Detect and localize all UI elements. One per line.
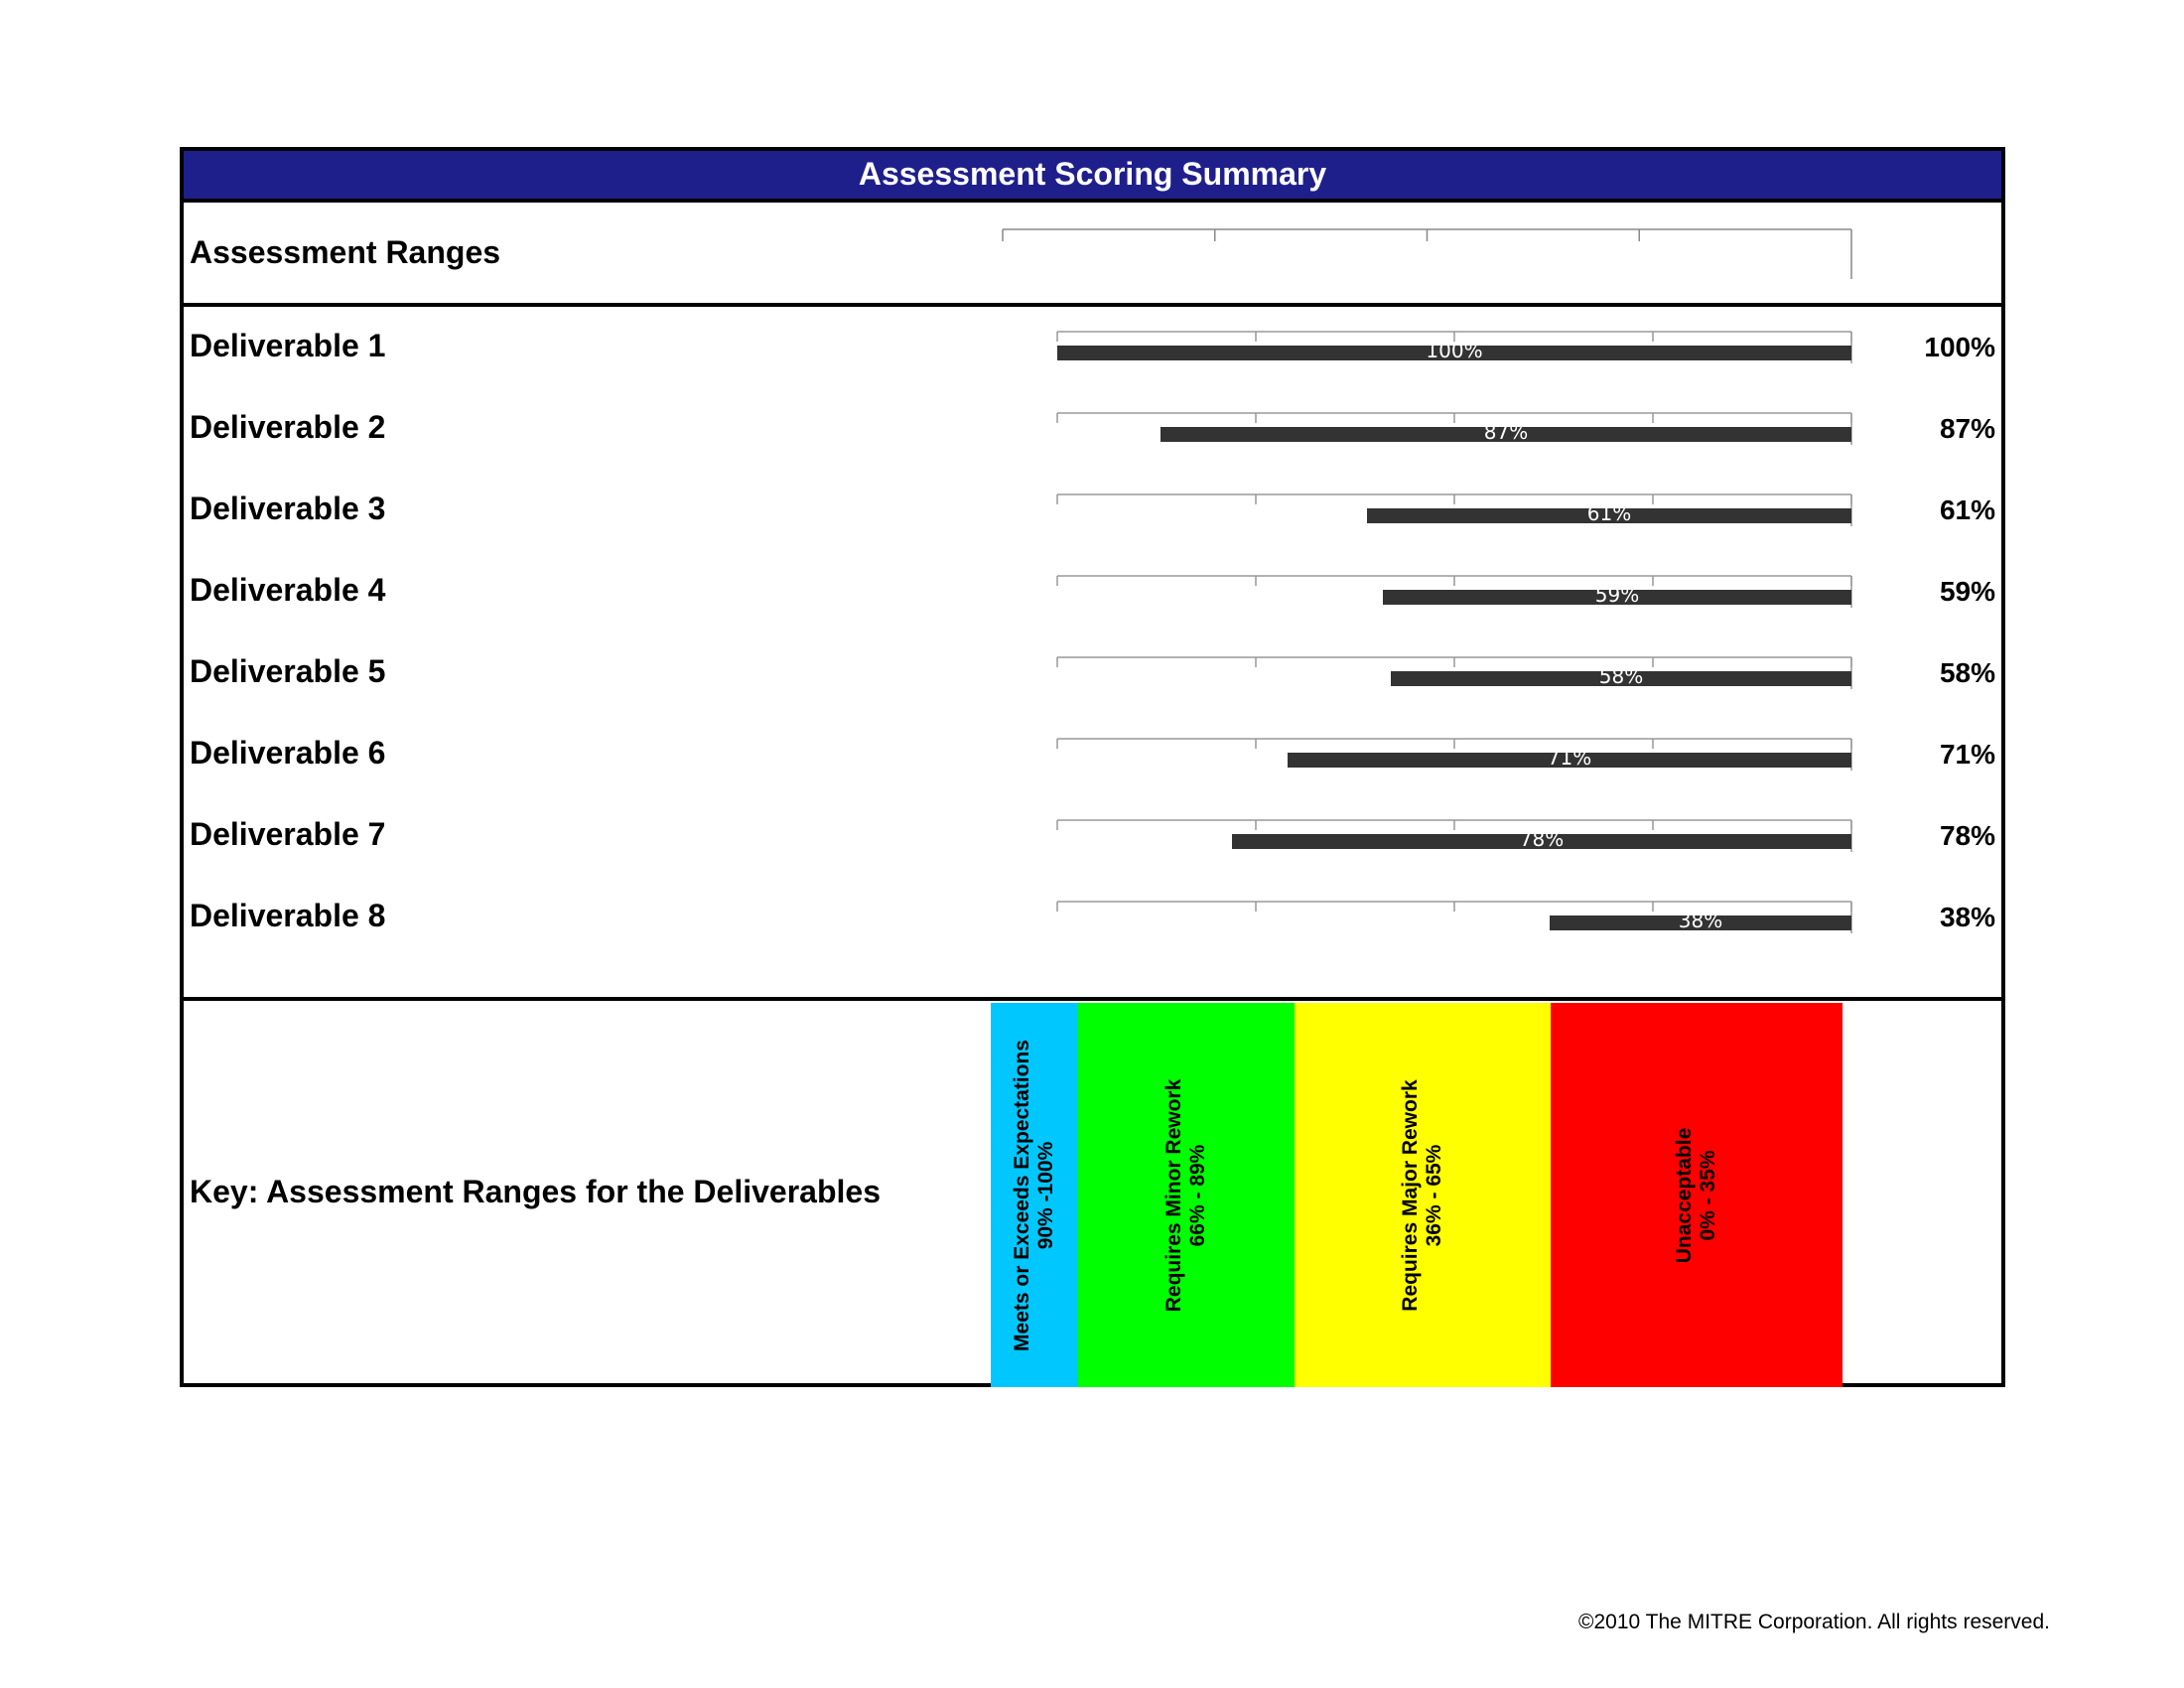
bar-value-label: 100% [1426, 339, 1483, 362]
bar-value-label: 78% [1519, 827, 1565, 851]
deliverable-label: Deliverable 6 [190, 735, 386, 771]
deliverable-label: Deliverable 3 [190, 491, 386, 526]
bar-value-label: 61% [1586, 501, 1632, 525]
divider [184, 997, 2001, 1001]
deliverable-percent: 100% [1924, 332, 1995, 362]
key-band-range: 66% - 89% [1186, 1144, 1209, 1246]
score-bar-chart [184, 151, 2001, 999]
page-title: Assessment Scoring Summary [184, 151, 2001, 203]
deliverable-label: Deliverable 5 [190, 653, 386, 689]
assessment-ranges-label: Assessment Ranges [190, 234, 501, 270]
key-band-range: 36% - 65% [1423, 1144, 1445, 1246]
bar-value-label: 87% [1483, 420, 1529, 444]
key-label: Key: Assessment Ranges for the Deliverables [190, 1174, 881, 1209]
key-band-range: 90% -100% [1034, 1141, 1057, 1249]
bar-value-label: 58% [1598, 664, 1644, 688]
deliverable-label: Deliverable 2 [190, 409, 386, 445]
copyright-notice: ©2010 The MITRE Corporation. All rights reserved. [1578, 1611, 2050, 1633]
deliverable-label: Deliverable 1 [190, 328, 386, 363]
deliverable-percent: 78% [1939, 820, 1995, 851]
deliverable-label: Deliverable 4 [190, 572, 386, 608]
key-band-title: Unacceptable [1673, 1127, 1696, 1263]
key-band-title: Requires Minor Rework [1162, 1078, 1185, 1312]
key-band-title: Meets or Exceeds Expectations [1011, 1039, 1033, 1351]
bar-value-label: 59% [1594, 583, 1640, 607]
key-band-meets [991, 1003, 1078, 1387]
deliverable-label: Deliverable 8 [190, 898, 386, 933]
key-band-range: 0% - 35% [1697, 1149, 1719, 1241]
key-band-minor-rework [1078, 1003, 1295, 1387]
deliverable-label: Deliverable 7 [190, 816, 386, 852]
key-band-unacceptable [1551, 1003, 1843, 1387]
key-band-title: Requires Major Rework [1399, 1078, 1422, 1312]
bar-value-label: 38% [1678, 909, 1723, 932]
bar-value-label: 71% [1547, 746, 1592, 770]
assessment-summary-sheet [180, 147, 2005, 1387]
deliverable-percent: 59% [1939, 576, 1995, 607]
deliverable-percent: 71% [1939, 739, 1995, 770]
deliverable-percent: 58% [1939, 657, 1995, 688]
deliverable-percent: 87% [1939, 413, 1995, 444]
key-band-major-rework [1295, 1003, 1551, 1387]
deliverable-percent: 38% [1939, 902, 1995, 932]
deliverable-percent: 61% [1939, 494, 1995, 525]
